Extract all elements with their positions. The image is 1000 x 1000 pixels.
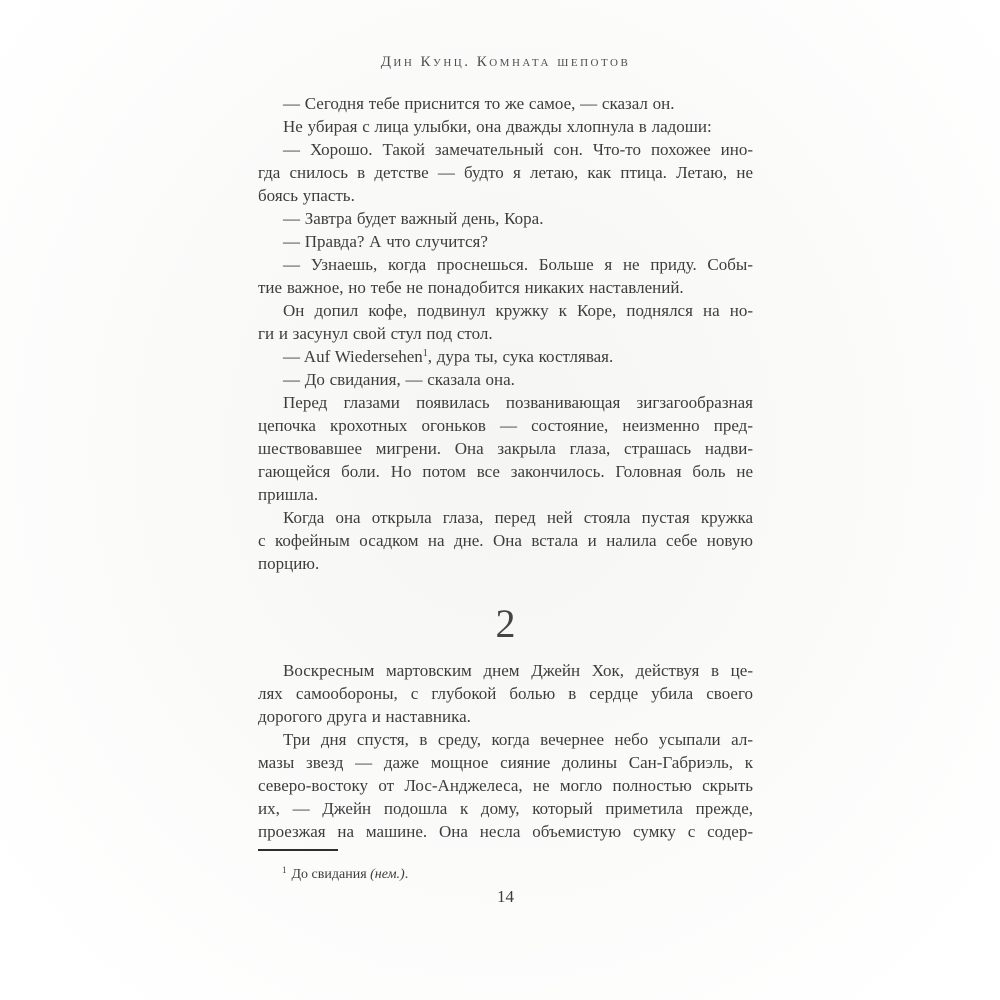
text-line: гда снилось в детстве — будто я летаю, как птица. Летаю, не	[258, 163, 753, 182]
text-line: шествовавшее мигрени. Она закрыла глаза, страшась надви-	[258, 439, 753, 458]
text-line: гающейся боли. Но потом все закончилось. Головная боль не	[258, 462, 753, 481]
text-line: порцию.	[258, 554, 320, 573]
footnote-body: До свидания (нем.).	[291, 867, 409, 882]
footnote-divider	[258, 849, 338, 851]
chapter-number: 2	[495, 601, 516, 646]
text-line: Перед глазами появилась позванивающая зигзагообразная	[283, 393, 753, 412]
footnote-marker: 1	[282, 865, 287, 875]
text-line: дорогого друга и наставника.	[258, 707, 471, 726]
text-line: северо-востоку от Лос-Анджелеса, не могло полностью скрыть	[258, 776, 753, 795]
footnote-area	[258, 849, 753, 885]
footnote-text	[258, 860, 753, 885]
text-line: с кофейным осадком на дне. Она встала и налила себе новую	[258, 531, 753, 550]
text-line: лях самообороны, с глубокой болью в сердце убила своего	[258, 684, 753, 703]
text-line: — Правда? А что случится?	[283, 232, 488, 251]
running-header: Дин Кунц. Комната шепотов	[380, 54, 631, 70]
text-line: боясь упасть.	[258, 186, 355, 205]
text-line: — До свидания, — сказала она.	[283, 370, 515, 389]
text-line: проезжая на машине. Она несла объемистую сумку с содер-	[258, 822, 753, 841]
text-line: мазы звезд — даже мощное сияние долины Сан-Габриэль, к	[258, 753, 753, 772]
text-line: Он допил кофе, подвинул кружку к Коре, поднялся на но-	[283, 301, 753, 320]
text-line: Когда она открыла глаза, перед ней стояла пустая кружка	[283, 508, 753, 527]
text-line: — Завтра будет важный день, Кора.	[283, 209, 544, 228]
text-line: цепочка крохотных огоньков — состояние, неизменно пред-	[258, 416, 753, 435]
text-line: тие важное, но тебе не понадобится никаких наставлений.	[258, 278, 684, 297]
text-column	[258, 92, 753, 843]
text-line: Три дня спустя, в среду, когда вечернее небо усыпали ал-	[283, 730, 753, 749]
text-line: пришла.	[258, 485, 319, 504]
text-line: Воскресным мартовским днем Джейн Хок, действуя в це-	[283, 661, 753, 680]
text-line: — Auf Wiedersehen$^1$, дура ты, сука костлявая.	[283, 347, 614, 366]
text-line: Не убирая с лица улыбки, она дважды хлопнула в ладоши:	[283, 117, 712, 136]
page-number: 14	[497, 887, 514, 906]
text-line: ги и засунул свой стул под стол.	[258, 324, 493, 343]
text-line: их, — Джейн подошла к дому, который приметила прежде,	[258, 799, 753, 818]
text-line: — Сегодня тебе приснится то же самое, — сказал он.	[283, 94, 675, 113]
text-line: — Узнаешь, когда проснешься. Больше я не приду. Собы-	[283, 255, 753, 274]
text-line: — Хорошо. Такой замечательный сон. Что-то похожее ино-	[283, 140, 753, 159]
